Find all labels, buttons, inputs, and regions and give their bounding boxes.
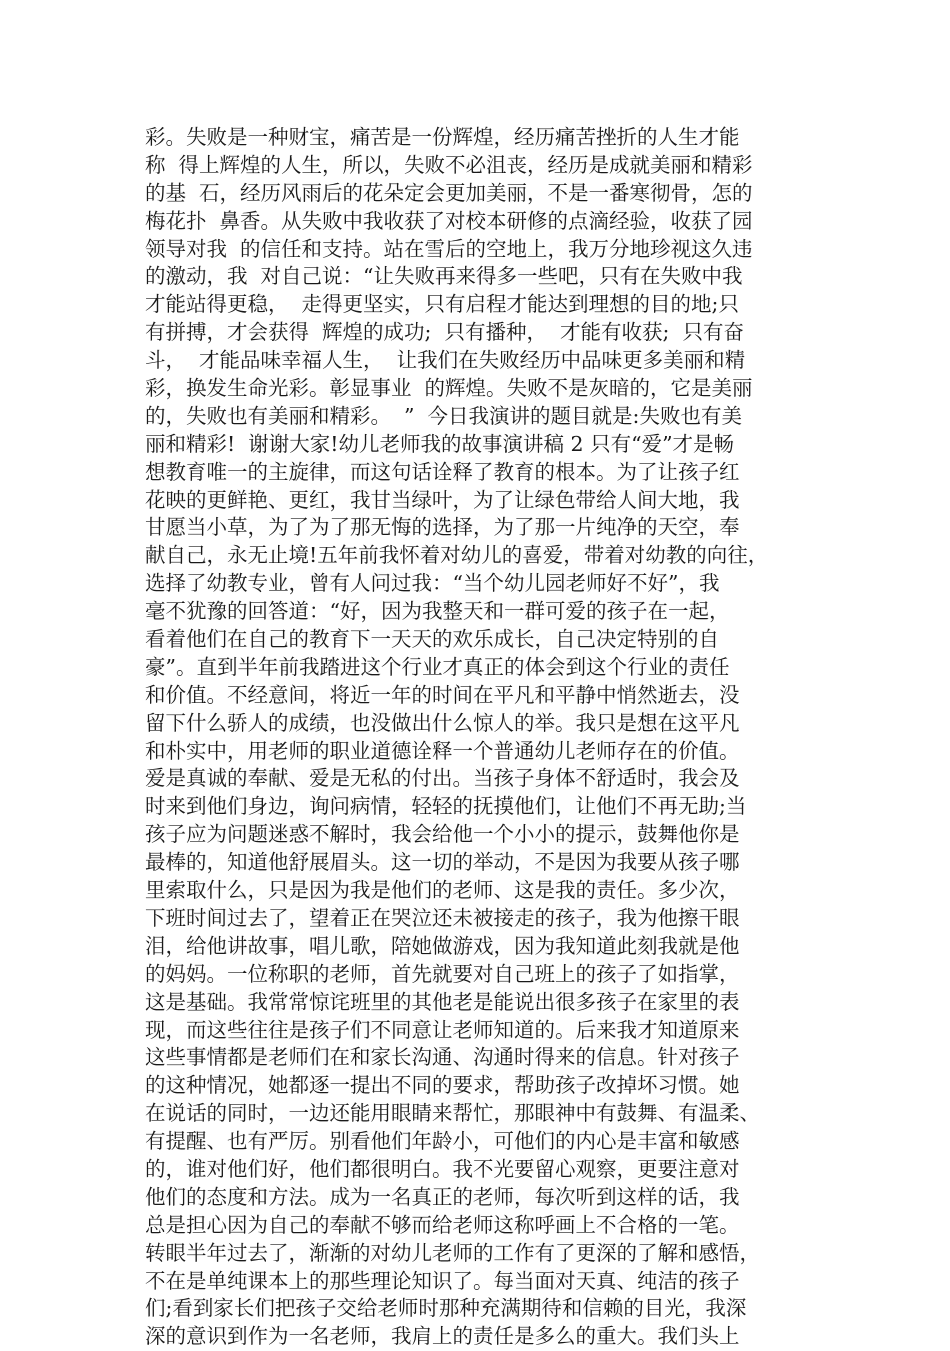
- text-line: 泪，给他讲故事，唱儿歌，陪她做游戏，因为我知道此刻我就是他: [145, 933, 740, 958]
- text-line: 留下什么骄人的成绩，也没做出什么惊人的举。我只是想在这平凡: [145, 710, 740, 735]
- text-line: 下班时间过去了，望着正在哭泣还未被接走的孩子，我为他擦干眼: [145, 905, 740, 930]
- text-line: 称 得上辉煌的人生，所以，失败不必沮丧，经历是成就美丽和精彩: [145, 152, 753, 177]
- text-line: 这些事情都是老师们在和家长沟通、沟通时得来的信息。针对孩子: [145, 1045, 740, 1070]
- text-line: 的这种情况，她都逐一提出不同的要求，帮助孩子改掉坏习惯。她: [145, 1073, 740, 1098]
- text-line: 看着他们在自己的教育下一天天的欢乐成长，自己决定特别的自: [145, 627, 719, 652]
- text-line: 他们的态度和方法。成为一名真正的老师，每次听到这样的话，我: [145, 1184, 740, 1209]
- text-line: 和价值。不经意间，将近一年的时间在平凡和平静中悄然逝去，没: [145, 682, 740, 707]
- text-line: 深的意识到作为一名老师，我肩上的责任是多么的重大。我们头上: [145, 1324, 740, 1349]
- text-line: 献自己，永无止境!五年前我怀着对幼儿的喜爱，带着对幼教的向往，: [145, 543, 769, 568]
- text-line: 有拼搏，才会获得 辉煌的成功; 只有播种， 才能有收获; 只有奋: [145, 320, 744, 345]
- text-line: 现，而这些往往是孩子们不同意让老师知道的。后来我才知道原来: [145, 1017, 740, 1042]
- body-text: [145, 124, 815, 1351]
- text-line: 和朴实中，用老师的职业道德诠释一个普通幼儿老师存在的价值。: [145, 738, 740, 763]
- text-line: 的，谁对他们好，他们都很明白。我不光要留心观察，更要注意对: [145, 1156, 740, 1181]
- text-line: 甘愿当小草，为了为了那无悔的选择，为了那一片纯净的天空，奉: [145, 515, 740, 540]
- text-line: 这是基础。我常常惊诧班里的其他老是能说出很多孩子在家里的表: [145, 989, 740, 1014]
- text-line: 梅花扑 鼻香。从失败中我收获了对校本研修的点滴经验，收获了园: [145, 208, 753, 233]
- text-line: 花映的更鲜艳、更红，我甘当绿叶，为了让绿色带给人间大地，我: [145, 487, 740, 512]
- text-line: 转眼半年过去了，渐渐的对幼儿老师的工作有了更深的了解和感悟，: [145, 1240, 760, 1265]
- text-line: 领导对我 的信任和支持。站在雪后的空地上，我万分地珍视这久违: [145, 236, 753, 261]
- text-line: 总是担心因为自己的奉献不够而给老师这称呼画上不合格的一笔。: [145, 1212, 740, 1237]
- text-line: 不在是单纯课本上的那些理论知识了。每当面对天真、纯洁的孩子: [145, 1268, 740, 1293]
- text-line: 爱是真诚的奉献、爱是无私的付出。当孩子身体不舒适时，我会及: [145, 766, 740, 791]
- text-line: 有提醒、也有严厉。别看他们年龄小，可他们的内心是丰富和敏感: [145, 1129, 740, 1154]
- text-line: 时来到他们身边，询问病情，轻轻的抚摸他们，让他们不再无助;当: [145, 794, 747, 819]
- text-line: 里索取什么，只是因为我是他们的老师、这是我的责任。多少次，: [145, 878, 740, 903]
- text-line: 们;看到家长们把孩子交给老师时那种充满期待和信赖的目光，我深: [145, 1296, 747, 1321]
- text-line: 斗， 才能品味幸福人生， 让我们在失败经历中品味更多美丽和精: [145, 348, 746, 373]
- text-line: 的基 石，经历风雨后的花朵定会更加美丽，不是一番寒彻骨，怎的: [145, 180, 753, 205]
- text-line: 想教育唯一的主旋律，而这句话诠释了教育的根本。为了让孩子红: [145, 459, 740, 484]
- text-line: 的激动，我 对自己说：“让失败再来得多一些吧，只有在失败中我: [145, 264, 743, 289]
- text-line: 丽和精彩! 谢谢大家!幼儿老师我的故事演讲稿 2 只有“爱”才是畅: [145, 431, 735, 456]
- text-line: 才能站得更稳， 走得更坚实，只有启程才能达到理想的目的地;只: [145, 292, 739, 317]
- text-line: 选择了幼教专业，曾有人问过我：“当个幼儿园老师好不好”，我: [145, 571, 720, 596]
- text-line: 的，失败也有美丽和精彩。 ” 今日我演讲的题目就是:失败也有美: [145, 403, 742, 428]
- text-line: 在说话的同时，一边还能用眼睛来帮忙，那眼神中有鼓舞、有温柔、: [145, 1101, 760, 1126]
- text-line: 孩子应为问题迷惑不解时，我会给他一个小小的提示，鼓舞他你是: [145, 822, 740, 847]
- text-line: 的妈妈。一位称职的老师，首先就要对自己班上的孩子了如指掌，: [145, 961, 740, 986]
- text-line: 最棒的，知道他舒展眉头。这一切的举动，不是因为我要从孩子哪: [145, 850, 740, 875]
- text-line: 豪”。直到半年前我踏进这个行业才真正的体会到这个行业的责任: [145, 654, 730, 679]
- text-line: 彩，换发生命光彩。彰显事业 的辉煌。失败不是灰暗的，它是美丽: [145, 376, 753, 401]
- text-line: 彩。失败是一种财宝，痛苦是一份辉煌，经历痛苦挫折的人生才能: [145, 125, 740, 149]
- text-line: 毫不犹豫的回答道：“好，因为我整天和一群可爱的孩子在一起，: [145, 599, 730, 624]
